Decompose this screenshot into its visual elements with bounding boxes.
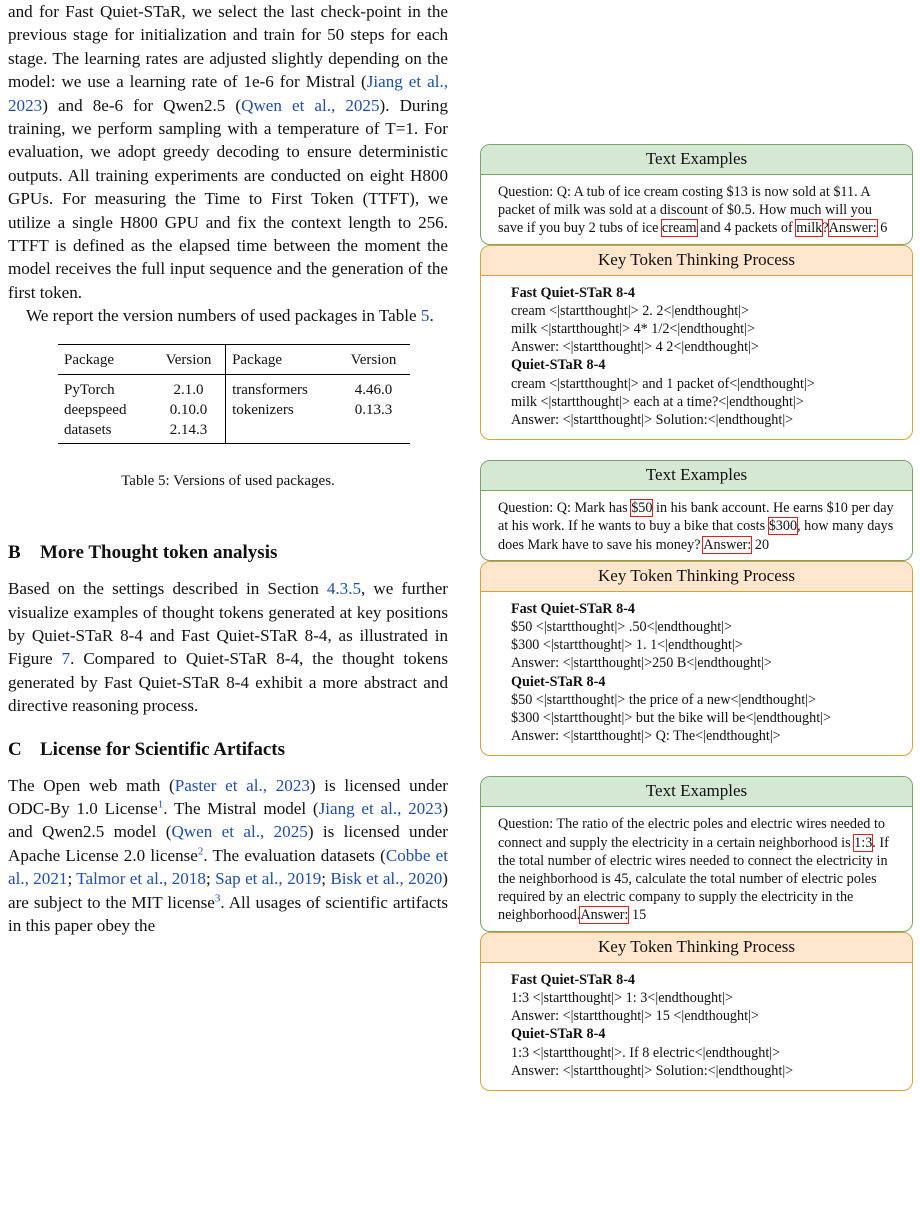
footnote-marker[interactable]: 1 [157, 798, 164, 811]
table-cell: PyTorch [64, 381, 115, 398]
citation-link[interactable]: Qwen et al., 2025 [241, 95, 380, 115]
question-text: Question: The ratio of the electric poles and electric wires needed to connect and supply the electricity in a certain neighborhood is 1:3. If the total number of electric wires needed to connect the electricity in the neighborhood is 45, calculate the total number of electric poles required by an electric company to supply the electricity in the neighborhood.Answer: 15 [498, 816, 889, 924]
text-example-header: Text Examples [481, 145, 912, 175]
key-token-highlight: milk [796, 220, 823, 237]
citation-link[interactable]: 5 [420, 306, 430, 326]
citation-link[interactable]: Paster et al., 2023 [174, 775, 310, 795]
text-example-header: Text Examples [481, 461, 912, 491]
paragraph-thought-analysis: Based on the settings described in Section 4.3.5, we further visualize examples of thought tokens generated at key positions by Quiet-STaR 8-4 and Fast Quiet-STaR 8-4, as illustrated in Figure 7. Compared to Quiet-STaR 8-4, the thought tokens generated by Fast Quiet-STaR 8-4 exhibit a more abstract and directive reasoning process. [8, 579, 448, 716]
model-name-label: Quiet-STaR 8-4 [511, 673, 606, 690]
package-table [58, 344, 410, 444]
citation-link[interactable]: Qwen et al., 2025 [171, 822, 308, 842]
thinking-process-body [481, 276, 912, 440]
citation-link[interactable]: Jiang et al., 2023 [8, 72, 448, 115]
key-token-header: Key Token Thinking Process [481, 246, 912, 276]
section-number: B [8, 542, 21, 564]
left-column [8, 0, 448, 937]
citation-link[interactable]: Cobbe et al., 2021 [8, 845, 449, 889]
key-token-highlight: $50 [631, 500, 653, 517]
thought-line: Answer: <|startthought|>250 B<|endthought|> [511, 655, 772, 672]
text-example-box [480, 460, 913, 561]
model-name-label: Quiet-STaR 8-4 [511, 1026, 606, 1043]
thought-line: $300 <|startthought|> but the bike will be<|endthought|> [511, 710, 831, 727]
thought-line: milk <|startthought|> 4* 1/2<|endthought|> [511, 321, 755, 338]
table-cell [226, 420, 337, 444]
table-header-cell: Version [152, 344, 226, 374]
table-cell: 2.1.0 [152, 374, 226, 400]
table-header-cell: Version [337, 344, 410, 374]
question-text: Question: Q: Mark has $50 in his bank account. He earns $10 per day at his work. If he wants to buy a bike that costs $300, how many days does Mark have to save his money? Answer: 20 [498, 500, 894, 553]
section-heading-b [8, 541, 448, 565]
thought-line: cream <|startthought|> 2. 2<|endthought|> [511, 302, 750, 319]
thought-line: Answer: <|startthought|> 15 <|endthought|> [511, 1008, 759, 1025]
citation-link[interactable]: Jiang et al., 2023 [318, 798, 443, 818]
footnote-marker[interactable]: 2 [197, 845, 204, 858]
text-example-box [480, 144, 913, 245]
footnote-marker[interactable]: 3 [214, 891, 221, 904]
thought-line: milk <|startthought|> each at a time?<|endthought|> [511, 393, 804, 410]
thought-line: Answer: <|startthought|> 4 2<|endthought|> [511, 339, 759, 356]
thinking-process-body [481, 592, 912, 756]
key-token-box [480, 245, 913, 441]
text-example-header: Text Examples [481, 777, 912, 807]
citation-link[interactable]: 7 [61, 649, 71, 669]
examples-container [480, 144, 913, 1091]
thought-line: $50 <|startthought|> the price of a new<|endthought|> [511, 691, 816, 708]
table-cell: 0.13.3 [354, 401, 393, 418]
thought-line: Answer: <|startthought|> Solution:<|endthought|> [511, 412, 794, 429]
key-token-box [480, 561, 913, 757]
paragraph-license: The Open web math (Paster et al., 2023) is licensed under ODC-By 1.0 License$^1$. The Mistral model (Jiang et al., 2023) and Qwen2.5 model (Qwen et al., 2025) is licensed under Apache License 2.0 license$^2$. The evaluation datasets (Cobbe et al., 2021; Talmor et al., 2018; Sap et al., 2019; Bisk et al., 2020) are subject to the MIT license$^3$. All usages of scientific artifacts in this paper obey the [8, 775, 449, 935]
paragraph-training-details: and for Fast Quiet-STaR, we select the last check-point in the previous stage for initialization and train for 50 steps for each stage. The learning rates are adjusted slightly depending on the model: we use a learning rate of 1e-6 for Mistral (Jiang et al., 2023) and 8e-6 for Qwen2.5 (Qwen et al., 2025). During training, we perform sampling with a temperature of T=1. For evaluation, we adopt greedy decoding to ensure deterministic outputs. All training experiments are conducted on eight H800 GPUs. For measuring the Time to First Token (TTFT), we utilize a single H800 GPU and fix the context length to 256. TTFT is defined as the elapsed time between the moment the model receives the full input sequence and the generation of the first token. [8, 2, 448, 302]
table-cell: tokenizers [232, 401, 294, 418]
thought-line: $50 <|startthought|> .50<|endthought|> [511, 619, 733, 636]
table-cell: 4.46.0 [354, 381, 393, 398]
table-header-cell: Package [226, 344, 337, 374]
key-token-highlight: Answer: [580, 907, 629, 924]
thought-line: cream <|startthought|> and 1 packet of<|endthought|> [511, 375, 815, 392]
table-row [58, 374, 410, 400]
section-title: License for Scientific Artifacts [40, 738, 285, 760]
citation-link[interactable]: Bisk et al., 2020 [330, 869, 443, 889]
thought-line: 1:3 <|startthought|>. If 8 electric<|endthought|> [511, 1044, 781, 1061]
table-cell: transformers [232, 381, 308, 398]
model-name-label: Quiet-STaR 8-4 [511, 357, 606, 374]
key-token-box [480, 932, 913, 1091]
key-token-header: Key Token Thinking Process [481, 933, 912, 963]
table-caption: Table 5: Versions of used packages. [121, 472, 335, 489]
figure-thought-examples [480, 144, 913, 1091]
thought-line: Answer: <|startthought|> Q: The<|endthought|> [511, 728, 781, 745]
citation-link[interactable]: Sap et al., 2019 [215, 869, 322, 889]
table-cell: datasets [58, 420, 152, 444]
section-number: C [8, 738, 22, 760]
paragraph-package-versions: We report the version numbers of used packages in Table 5. [26, 306, 434, 326]
table-header-row [58, 344, 410, 374]
table-row [58, 420, 410, 444]
section-heading-c [8, 738, 448, 762]
thought-line: $300 <|startthought|> 1. 1<|endthought|> [511, 637, 743, 654]
key-token-highlight: Answer: [703, 536, 752, 553]
model-name-label: Fast Quiet-STaR 8-4 [511, 971, 636, 988]
thought-line: 1:3 <|startthought|> 1: 3<|endthought|> [511, 989, 733, 1006]
table-cell: deepspeed [64, 401, 127, 418]
thought-line: Answer: <|startthought|> Solution:<|endthought|> [511, 1062, 794, 1079]
model-name-label: Fast Quiet-STaR 8-4 [511, 284, 636, 301]
question-text: Question: Q: A tub of ice cream costing $13 is now sold at $11. A packet of milk was sold at a discount of $0.5. How much will you save if you buy 2 tubs of ice cream and 4 packets of milk?Answer: 6 [498, 184, 888, 237]
table-cell [337, 420, 410, 444]
citation-link[interactable]: 4.3.5 [326, 579, 362, 599]
text-example-box [480, 776, 913, 931]
key-token-highlight: 1:3 [854, 834, 873, 851]
key-token-header: Key Token Thinking Process [481, 562, 912, 592]
package-table-wrapper [58, 344, 410, 444]
table-cell: 2.14.3 [152, 420, 226, 444]
key-token-highlight: cream [661, 220, 697, 237]
table-header-cell: Package [58, 344, 152, 374]
model-name-label: Fast Quiet-STaR 8-4 [511, 600, 636, 617]
section-title: More Thought token analysis [40, 542, 278, 564]
thinking-process-body [481, 963, 912, 1090]
table-row [58, 400, 410, 420]
table-cell: 0.10.0 [152, 400, 226, 420]
key-token-highlight: Answer: [828, 220, 877, 237]
key-token-highlight: $300 [768, 518, 798, 535]
citation-link[interactable]: Talmor et al., 2018 [76, 869, 206, 889]
